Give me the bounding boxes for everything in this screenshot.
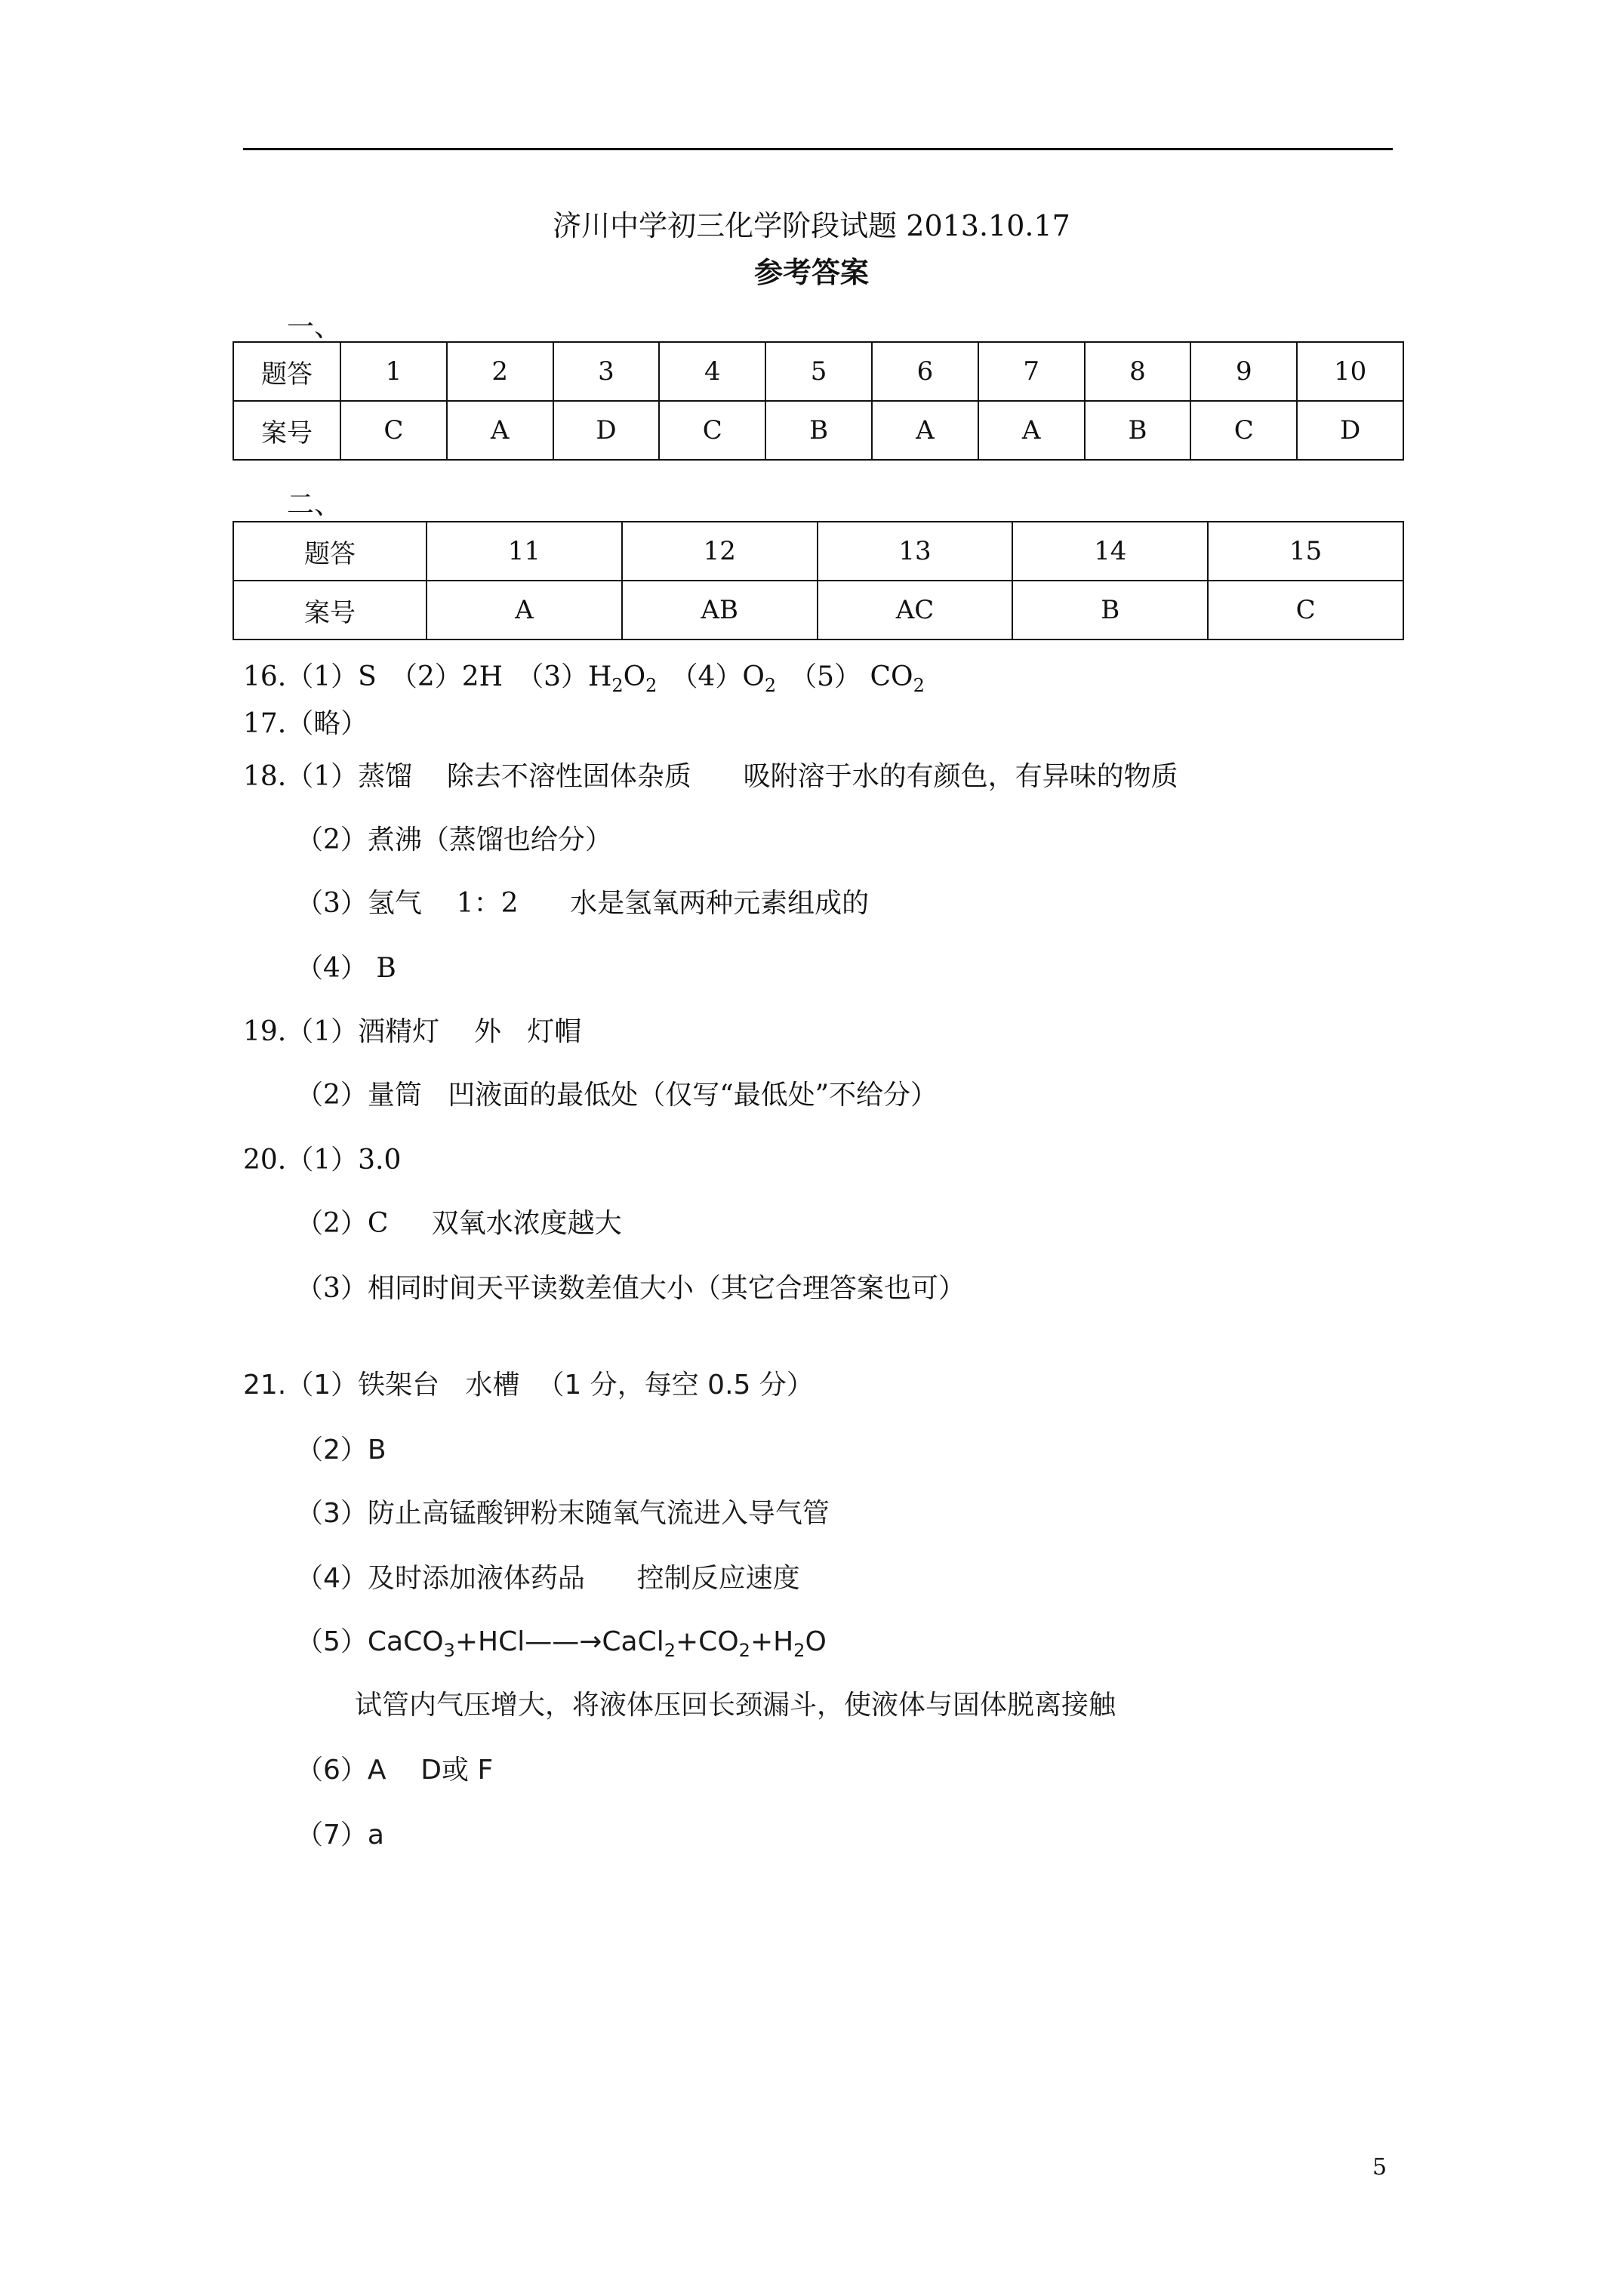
page-title [0,202,1623,244]
answer-cell: C [659,401,765,460]
answer-cell: B [765,401,872,460]
question-number: 1 [340,342,447,401]
eq-part-a: （5）CaCO [296,1626,444,1657]
answer-21-6: （6）A D或 F [296,1755,494,1786]
eq-part-c: +CO [676,1626,739,1657]
table-row [233,581,1403,639]
row-head: 题答 [233,342,340,401]
answer-21-5-equation [296,1620,827,1661]
q16-part5-pre: （5） CO [790,661,913,692]
eq-sub-1: 3 [443,1640,455,1661]
page-number: 5 [1372,2154,1387,2180]
answer-21-4: （4）及时添加液体药品 控制反应速度 [296,1563,800,1594]
answer-cell: C [1208,581,1403,639]
eq-sub-3: 2 [738,1640,750,1661]
answer-cell: C [1190,401,1297,460]
answer-cell: B [1085,401,1191,460]
answer-21-5-explanation: 试管内气压增大，将液体压回长颈漏斗，使液体与固体脱离接触 [355,1690,1116,1721]
q16-part3-sub2: 2 [645,675,658,696]
answer-21-3: （3）防止高锰酸钾粉末随氧气流进入导气管 [296,1498,830,1529]
question-number: 9 [1190,342,1297,401]
answer-cell: B [1012,581,1208,639]
question-number: 3 [553,342,660,401]
question-number: 10 [1297,342,1403,401]
question-number: 7 [978,342,1085,401]
q16-part4 [670,661,777,696]
answer-cell: D [1297,401,1403,460]
answer-21-2: （2）B [296,1435,387,1465]
question-number: 2 [447,342,553,401]
answer-cell: A [978,401,1085,460]
question-number: 4 [659,342,765,401]
question-number: 5 [765,342,872,401]
q16-part4-pre: （4）O [670,661,765,692]
answer-18-3: （3）氢气 1：2 水是氢氧两种元素组成的 [296,888,870,919]
q16-part3-pre: （3）H [516,661,612,692]
answer-21-1: 21.（1）铁架台 水槽 （1 分，每空 0.5 分） [243,1370,814,1401]
title-text: 济川中学初三化学阶段试题 [553,209,898,242]
q16-part4-sub: 2 [764,675,777,696]
answer-cell: AB [622,581,818,639]
eq-part-d: +H [750,1626,794,1657]
section1-label: 一、 [287,312,342,343]
answer-cell: D [553,401,660,460]
answer-cell: C [340,401,447,460]
eq-sub-4: 2 [793,1640,805,1661]
table-row [233,401,1403,460]
answer-19-2: （2）量筒 凹液面的最低处（仅写“最低处”不给分） [296,1080,938,1111]
q16-num: 16. [243,661,287,692]
question-number: 15 [1208,522,1403,581]
answer-16 [243,655,938,696]
question-number: 13 [818,522,1013,581]
page-subtitle: 参考答案 [753,255,869,289]
answer-18-1: 18.（1）蒸馏 除去不溶性固体杂质 吸附溶于水的有颜色，有异味的物质 [243,761,1178,792]
answer-20-1: 20.（1）3.0 [243,1145,402,1176]
answer-20-3: （3）相同时间天平读数差值大小（其它合理答案也可） [296,1273,965,1304]
answer-20-2: （2）C 双氧水浓度越大 [296,1208,622,1239]
answer-table-2 [233,521,1404,640]
question-number: 12 [622,522,818,581]
eq-part-e: O [805,1626,827,1657]
eq-sub-2: 2 [664,1640,676,1661]
row-head: 题答 [233,522,427,581]
q16-part3-sub1: 2 [611,675,624,696]
answer-cell: A [447,401,553,460]
answer-cell: A [427,581,622,639]
q16-part5-sub: 2 [913,675,925,696]
q16-part3 [516,661,658,696]
answer-18-2: （2）煮沸（蒸馏也给分） [296,824,612,855]
title-date: 2013.10.17 [906,209,1070,242]
answer-table-1 [233,341,1404,461]
question-number: 11 [427,522,622,581]
answer-17: 17.（略） [243,708,368,739]
q16-part3-mid: O [623,661,646,692]
row-head: 案号 [233,401,340,460]
answer-21-7: （7）a [296,1820,384,1851]
section2-label: 二、 [287,489,342,520]
answer-18-4: （4） B [296,953,396,984]
q16-part5 [790,661,925,696]
row-head: 案号 [233,581,427,639]
q16-part2: （2）2H [390,661,504,692]
header-rule [243,148,1393,150]
answer-cell: A [872,401,978,460]
answer-cell: AC [818,581,1013,639]
question-number: 14 [1012,522,1208,581]
q16-part1: （1）S [286,661,377,692]
table-row [233,342,1403,401]
question-number: 8 [1085,342,1191,401]
answer-19-1: 19.（1）酒精灯 外 灯帽 [243,1016,582,1047]
eq-part-b: +HCl——→CaCl [454,1626,664,1657]
table-row [233,522,1403,581]
question-number: 6 [872,342,978,401]
